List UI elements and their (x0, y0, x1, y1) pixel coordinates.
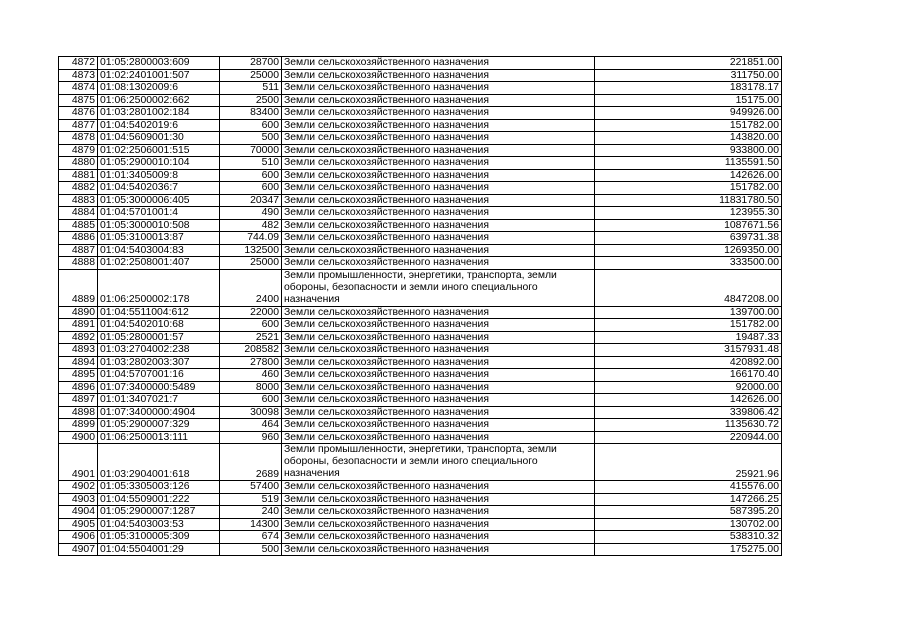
row-number-cell: 4887 (59, 244, 98, 257)
row-number-cell: 4898 (59, 406, 98, 419)
cadastral-value-cell: 220944.00 (595, 431, 782, 444)
cadastral-value-cell: 1269350.00 (595, 244, 782, 257)
area-cell: 519 (220, 493, 282, 506)
row-number-cell: 4901 (59, 444, 98, 481)
table-row (59, 356, 782, 369)
land-category-cell: Земли промышленности, энергетики, транспорта, земли обороны, безопасности и земли иного специального назначения (282, 444, 595, 481)
cadastral-value-cell: 221851.00 (595, 57, 782, 70)
cadastral-value-cell: 311750.00 (595, 69, 782, 82)
table-row (59, 207, 782, 220)
land-category-cell: Земли промышленности, энергетики, транспорта, земли обороны, безопасности и земли иного специального назначения (282, 269, 595, 306)
table-row (59, 182, 782, 195)
cadastral-value-cell: 92000.00 (595, 381, 782, 394)
land-category-cell: Земли сельскохозяйственного назначения (282, 132, 595, 145)
area-cell: 2400 (220, 269, 282, 306)
table-row (59, 506, 782, 519)
row-number-cell: 4899 (59, 419, 98, 432)
table-row (59, 331, 782, 344)
row-number-cell: 4903 (59, 493, 98, 506)
row-number-cell: 4906 (59, 531, 98, 544)
cadastral-number-cell: 01:03:2801002:184 (98, 107, 220, 120)
land-category-cell: Земли сельскохозяйственного назначения (282, 244, 595, 257)
cadastral-value-cell: 933800.00 (595, 144, 782, 157)
table-body (59, 57, 782, 556)
land-category-cell: Земли сельскохозяйственного назначения (282, 69, 595, 82)
cadastral-number-cell: 01:05:2900007:1287 (98, 506, 220, 519)
cadastral-value-cell: 333500.00 (595, 257, 782, 270)
cadastral-number-cell: 01:01:3405009:8 (98, 169, 220, 182)
cadastral-value-cell: 151782.00 (595, 119, 782, 132)
land-category-cell: Земли сельскохозяйственного назначения (282, 394, 595, 407)
cadastral-number-cell: 01:05:3100013:87 (98, 232, 220, 245)
area-cell: 14300 (220, 518, 282, 531)
table-row (59, 144, 782, 157)
cadastral-value-cell: 639731.38 (595, 232, 782, 245)
cadastral-value-cell: 139700.00 (595, 306, 782, 319)
land-category-cell: Земли сельскохозяйственного назначения (282, 543, 595, 556)
area-cell: 510 (220, 157, 282, 170)
table-row (59, 444, 782, 481)
cadastral-number-cell: 01:05:3000010:508 (98, 219, 220, 232)
table-row (59, 257, 782, 270)
land-category-cell: Земли сельскохозяйственного назначения (282, 381, 595, 394)
row-number-cell: 4884 (59, 207, 98, 220)
area-cell: 600 (220, 169, 282, 182)
cadastral-number-cell: 01:07:3400000:4904 (98, 406, 220, 419)
area-cell: 600 (220, 182, 282, 195)
row-number-cell: 4893 (59, 344, 98, 357)
cadastral-value-cell: 151782.00 (595, 319, 782, 332)
row-number-cell: 4897 (59, 394, 98, 407)
cadastral-value-cell: 15175.00 (595, 94, 782, 107)
land-category-cell: Земли сельскохозяйственного назначения (282, 331, 595, 344)
area-cell: 57400 (220, 481, 282, 494)
table-row (59, 107, 782, 120)
land-category-cell: Земли сельскохозяйственного назначения (282, 506, 595, 519)
land-category-cell: Земли сельскохозяйственного назначения (282, 257, 595, 270)
area-cell: 500 (220, 132, 282, 145)
land-category-cell: Земли сельскохозяйственного назначения (282, 493, 595, 506)
row-number-cell: 4879 (59, 144, 98, 157)
area-cell: 22000 (220, 306, 282, 319)
land-category-cell: Земли сельскохозяйственного назначения (282, 194, 595, 207)
row-number-cell: 4890 (59, 306, 98, 319)
cadastral-number-cell: 01:02:2401001:507 (98, 69, 220, 82)
table-row (59, 493, 782, 506)
cadastral-value-cell: 415576.00 (595, 481, 782, 494)
land-category-cell: Земли сельскохозяйственного назначения (282, 481, 595, 494)
land-category-cell: Земли сельскохозяйственного назначения (282, 531, 595, 544)
table-row (59, 431, 782, 444)
table-row (59, 531, 782, 544)
cadastral-number-cell: 01:06:2500002:662 (98, 94, 220, 107)
cadastral-number-cell: 01:04:5402036:7 (98, 182, 220, 195)
area-cell: 132500 (220, 244, 282, 257)
land-category-cell: Земли сельскохозяйственного назначения (282, 306, 595, 319)
table-row (59, 169, 782, 182)
cadastral-value-cell: 4847208.00 (595, 269, 782, 306)
land-category-cell: Земли сельскохозяйственного назначения (282, 57, 595, 70)
row-number-cell: 4905 (59, 518, 98, 531)
cadastral-number-cell: 01:05:3100005:309 (98, 531, 220, 544)
area-cell: 464 (220, 419, 282, 432)
land-category-cell: Земли сельскохозяйственного назначения (282, 82, 595, 95)
land-category-cell: Земли сельскохозяйственного назначения (282, 518, 595, 531)
cadastral-number-cell: 01:05:2800001:57 (98, 331, 220, 344)
area-cell: 240 (220, 506, 282, 519)
table-row (59, 194, 782, 207)
cadastral-value-cell: 1135591.50 (595, 157, 782, 170)
table-row (59, 69, 782, 82)
cadastral-number-cell: 01:07:3400000:5489 (98, 381, 220, 394)
land-category-cell: Земли сельскохозяйственного назначения (282, 94, 595, 107)
area-cell: 600 (220, 319, 282, 332)
row-number-cell: 4872 (59, 57, 98, 70)
area-cell: 8000 (220, 381, 282, 394)
row-number-cell: 4895 (59, 369, 98, 382)
cadastral-value-cell: 949926.00 (595, 107, 782, 120)
area-cell: 460 (220, 369, 282, 382)
table-row (59, 406, 782, 419)
row-number-cell: 4907 (59, 543, 98, 556)
land-parcels-table (58, 56, 782, 556)
table-row (59, 94, 782, 107)
area-cell: 25000 (220, 257, 282, 270)
area-cell: 83400 (220, 107, 282, 120)
land-category-cell: Земли сельскохозяйственного назначения (282, 369, 595, 382)
land-category-cell: Земли сельскохозяйственного назначения (282, 157, 595, 170)
cadastral-value-cell: 587395.20 (595, 506, 782, 519)
cadastral-number-cell: 01:05:2800003:609 (98, 57, 220, 70)
table-row (59, 132, 782, 145)
cadastral-value-cell: 166170.40 (595, 369, 782, 382)
area-cell: 511 (220, 82, 282, 95)
cadastral-number-cell: 01:05:2900007:329 (98, 419, 220, 432)
area-cell: 25000 (220, 69, 282, 82)
row-number-cell: 4876 (59, 107, 98, 120)
cadastral-value-cell: 142626.00 (595, 394, 782, 407)
land-category-cell: Земли сельскохозяйственного назначения (282, 344, 595, 357)
cadastral-value-cell: 420892.00 (595, 356, 782, 369)
table-row (59, 481, 782, 494)
row-number-cell: 4883 (59, 194, 98, 207)
row-number-cell: 4889 (59, 269, 98, 306)
land-category-cell: Земли сельскохозяйственного назначения (282, 419, 595, 432)
row-number-cell: 4900 (59, 431, 98, 444)
row-number-cell: 4874 (59, 82, 98, 95)
row-number-cell: 4888 (59, 257, 98, 270)
cadastral-value-cell: 1135630.72 (595, 419, 782, 432)
table-row (59, 269, 782, 306)
land-category-cell: Земли сельскохозяйственного назначения (282, 207, 595, 220)
cadastral-number-cell: 01:04:5701001:4 (98, 207, 220, 220)
cadastral-value-cell: 538310.32 (595, 531, 782, 544)
cadastral-value-cell: 11831780.50 (595, 194, 782, 207)
cadastral-number-cell: 01:03:2904001:618 (98, 444, 220, 481)
land-category-cell: Земли сельскохозяйственного назначения (282, 319, 595, 332)
cadastral-number-cell: 01:05:3000006:405 (98, 194, 220, 207)
area-cell: 744.09 (220, 232, 282, 245)
row-number-cell: 4877 (59, 119, 98, 132)
cadastral-number-cell: 01:04:5609001:30 (98, 132, 220, 145)
row-number-cell: 4881 (59, 169, 98, 182)
area-cell: 20347 (220, 194, 282, 207)
cadastral-value-cell: 183178.17 (595, 82, 782, 95)
land-category-cell: Земли сельскохозяйственного назначения (282, 107, 595, 120)
cadastral-value-cell: 123955.30 (595, 207, 782, 220)
table-row (59, 394, 782, 407)
area-cell: 600 (220, 119, 282, 132)
cadastral-value-cell: 142626.00 (595, 169, 782, 182)
table-row (59, 232, 782, 245)
land-category-cell: Земли сельскохозяйственного назначения (282, 356, 595, 369)
cadastral-number-cell: 01:02:2506001:515 (98, 144, 220, 157)
area-cell: 208582 (220, 344, 282, 357)
cadastral-number-cell: 01:04:5504001:29 (98, 543, 220, 556)
cadastral-number-cell: 01:04:5402010:68 (98, 319, 220, 332)
row-number-cell: 4885 (59, 219, 98, 232)
land-category-cell: Земли сельскохозяйственного назначения (282, 144, 595, 157)
area-cell: 2521 (220, 331, 282, 344)
table-row (59, 319, 782, 332)
area-cell: 28700 (220, 57, 282, 70)
land-category-cell: Земли сельскохозяйственного назначения (282, 119, 595, 132)
table-row (59, 369, 782, 382)
cadastral-number-cell: 01:04:5511004:612 (98, 306, 220, 319)
row-number-cell: 4894 (59, 356, 98, 369)
land-category-cell: Земли сельскохозяйственного назначения (282, 219, 595, 232)
cadastral-value-cell: 143820.00 (595, 132, 782, 145)
cadastral-value-cell: 147266.25 (595, 493, 782, 506)
table-row (59, 244, 782, 257)
cadastral-number-cell: 01:04:5509001:222 (98, 493, 220, 506)
cadastral-number-cell: 01:05:3305003:126 (98, 481, 220, 494)
cadastral-number-cell: 01:05:2900010:104 (98, 157, 220, 170)
land-category-cell: Земли сельскохозяйственного назначения (282, 169, 595, 182)
table-row (59, 518, 782, 531)
area-cell: 482 (220, 219, 282, 232)
cadastral-value-cell: 175275.00 (595, 543, 782, 556)
cadastral-value-cell: 151782.00 (595, 182, 782, 195)
table-row (59, 419, 782, 432)
table-row (59, 344, 782, 357)
area-cell: 960 (220, 431, 282, 444)
cadastral-number-cell: 01:06:2500002:178 (98, 269, 220, 306)
table-row (59, 306, 782, 319)
cadastral-number-cell: 01:04:5402019:6 (98, 119, 220, 132)
cadastral-number-cell: 01:04:5403003:53 (98, 518, 220, 531)
table-row (59, 219, 782, 232)
cadastral-number-cell: 01:08:1302009:6 (98, 82, 220, 95)
row-number-cell: 4873 (59, 69, 98, 82)
row-number-cell: 4880 (59, 157, 98, 170)
row-number-cell: 4882 (59, 182, 98, 195)
land-category-cell: Земли сельскохозяйственного назначения (282, 431, 595, 444)
table-row (59, 82, 782, 95)
area-cell: 2500 (220, 94, 282, 107)
area-cell: 2689 (220, 444, 282, 481)
row-number-cell: 4886 (59, 232, 98, 245)
table-row (59, 57, 782, 70)
table-row (59, 157, 782, 170)
row-number-cell: 4878 (59, 132, 98, 145)
row-number-cell: 4902 (59, 481, 98, 494)
cadastral-value-cell: 1087671.56 (595, 219, 782, 232)
row-number-cell: 4891 (59, 319, 98, 332)
cadastral-number-cell: 01:04:5707001:16 (98, 369, 220, 382)
area-cell: 674 (220, 531, 282, 544)
area-cell: 27800 (220, 356, 282, 369)
area-cell: 500 (220, 543, 282, 556)
land-category-cell: Земли сельскохозяйственного назначения (282, 182, 595, 195)
cadastral-value-cell: 130702.00 (595, 518, 782, 531)
land-category-cell: Земли сельскохозяйственного назначения (282, 406, 595, 419)
row-number-cell: 4904 (59, 506, 98, 519)
cadastral-number-cell: 01:04:5403004:83 (98, 244, 220, 257)
cadastral-number-cell: 01:03:2802003:307 (98, 356, 220, 369)
cadastral-number-cell: 01:03:2704002:238 (98, 344, 220, 357)
area-cell: 70000 (220, 144, 282, 157)
area-cell: 30098 (220, 406, 282, 419)
cadastral-value-cell: 3157931.48 (595, 344, 782, 357)
cadastral-number-cell: 01:01:3407021:7 (98, 394, 220, 407)
row-number-cell: 4892 (59, 331, 98, 344)
land-category-cell: Земли сельскохозяйственного назначения (282, 232, 595, 245)
row-number-cell: 4896 (59, 381, 98, 394)
cadastral-number-cell: 01:02:2508001:407 (98, 257, 220, 270)
cadastral-value-cell: 339806.42 (595, 406, 782, 419)
table-row (59, 543, 782, 556)
cadastral-value-cell: 25921.96 (595, 444, 782, 481)
cadastral-number-cell: 01:06:2500013:111 (98, 431, 220, 444)
area-cell: 490 (220, 207, 282, 220)
table-row (59, 381, 782, 394)
table-row (59, 119, 782, 132)
cadastral-value-cell: 19487.33 (595, 331, 782, 344)
area-cell: 600 (220, 394, 282, 407)
row-number-cell: 4875 (59, 94, 98, 107)
